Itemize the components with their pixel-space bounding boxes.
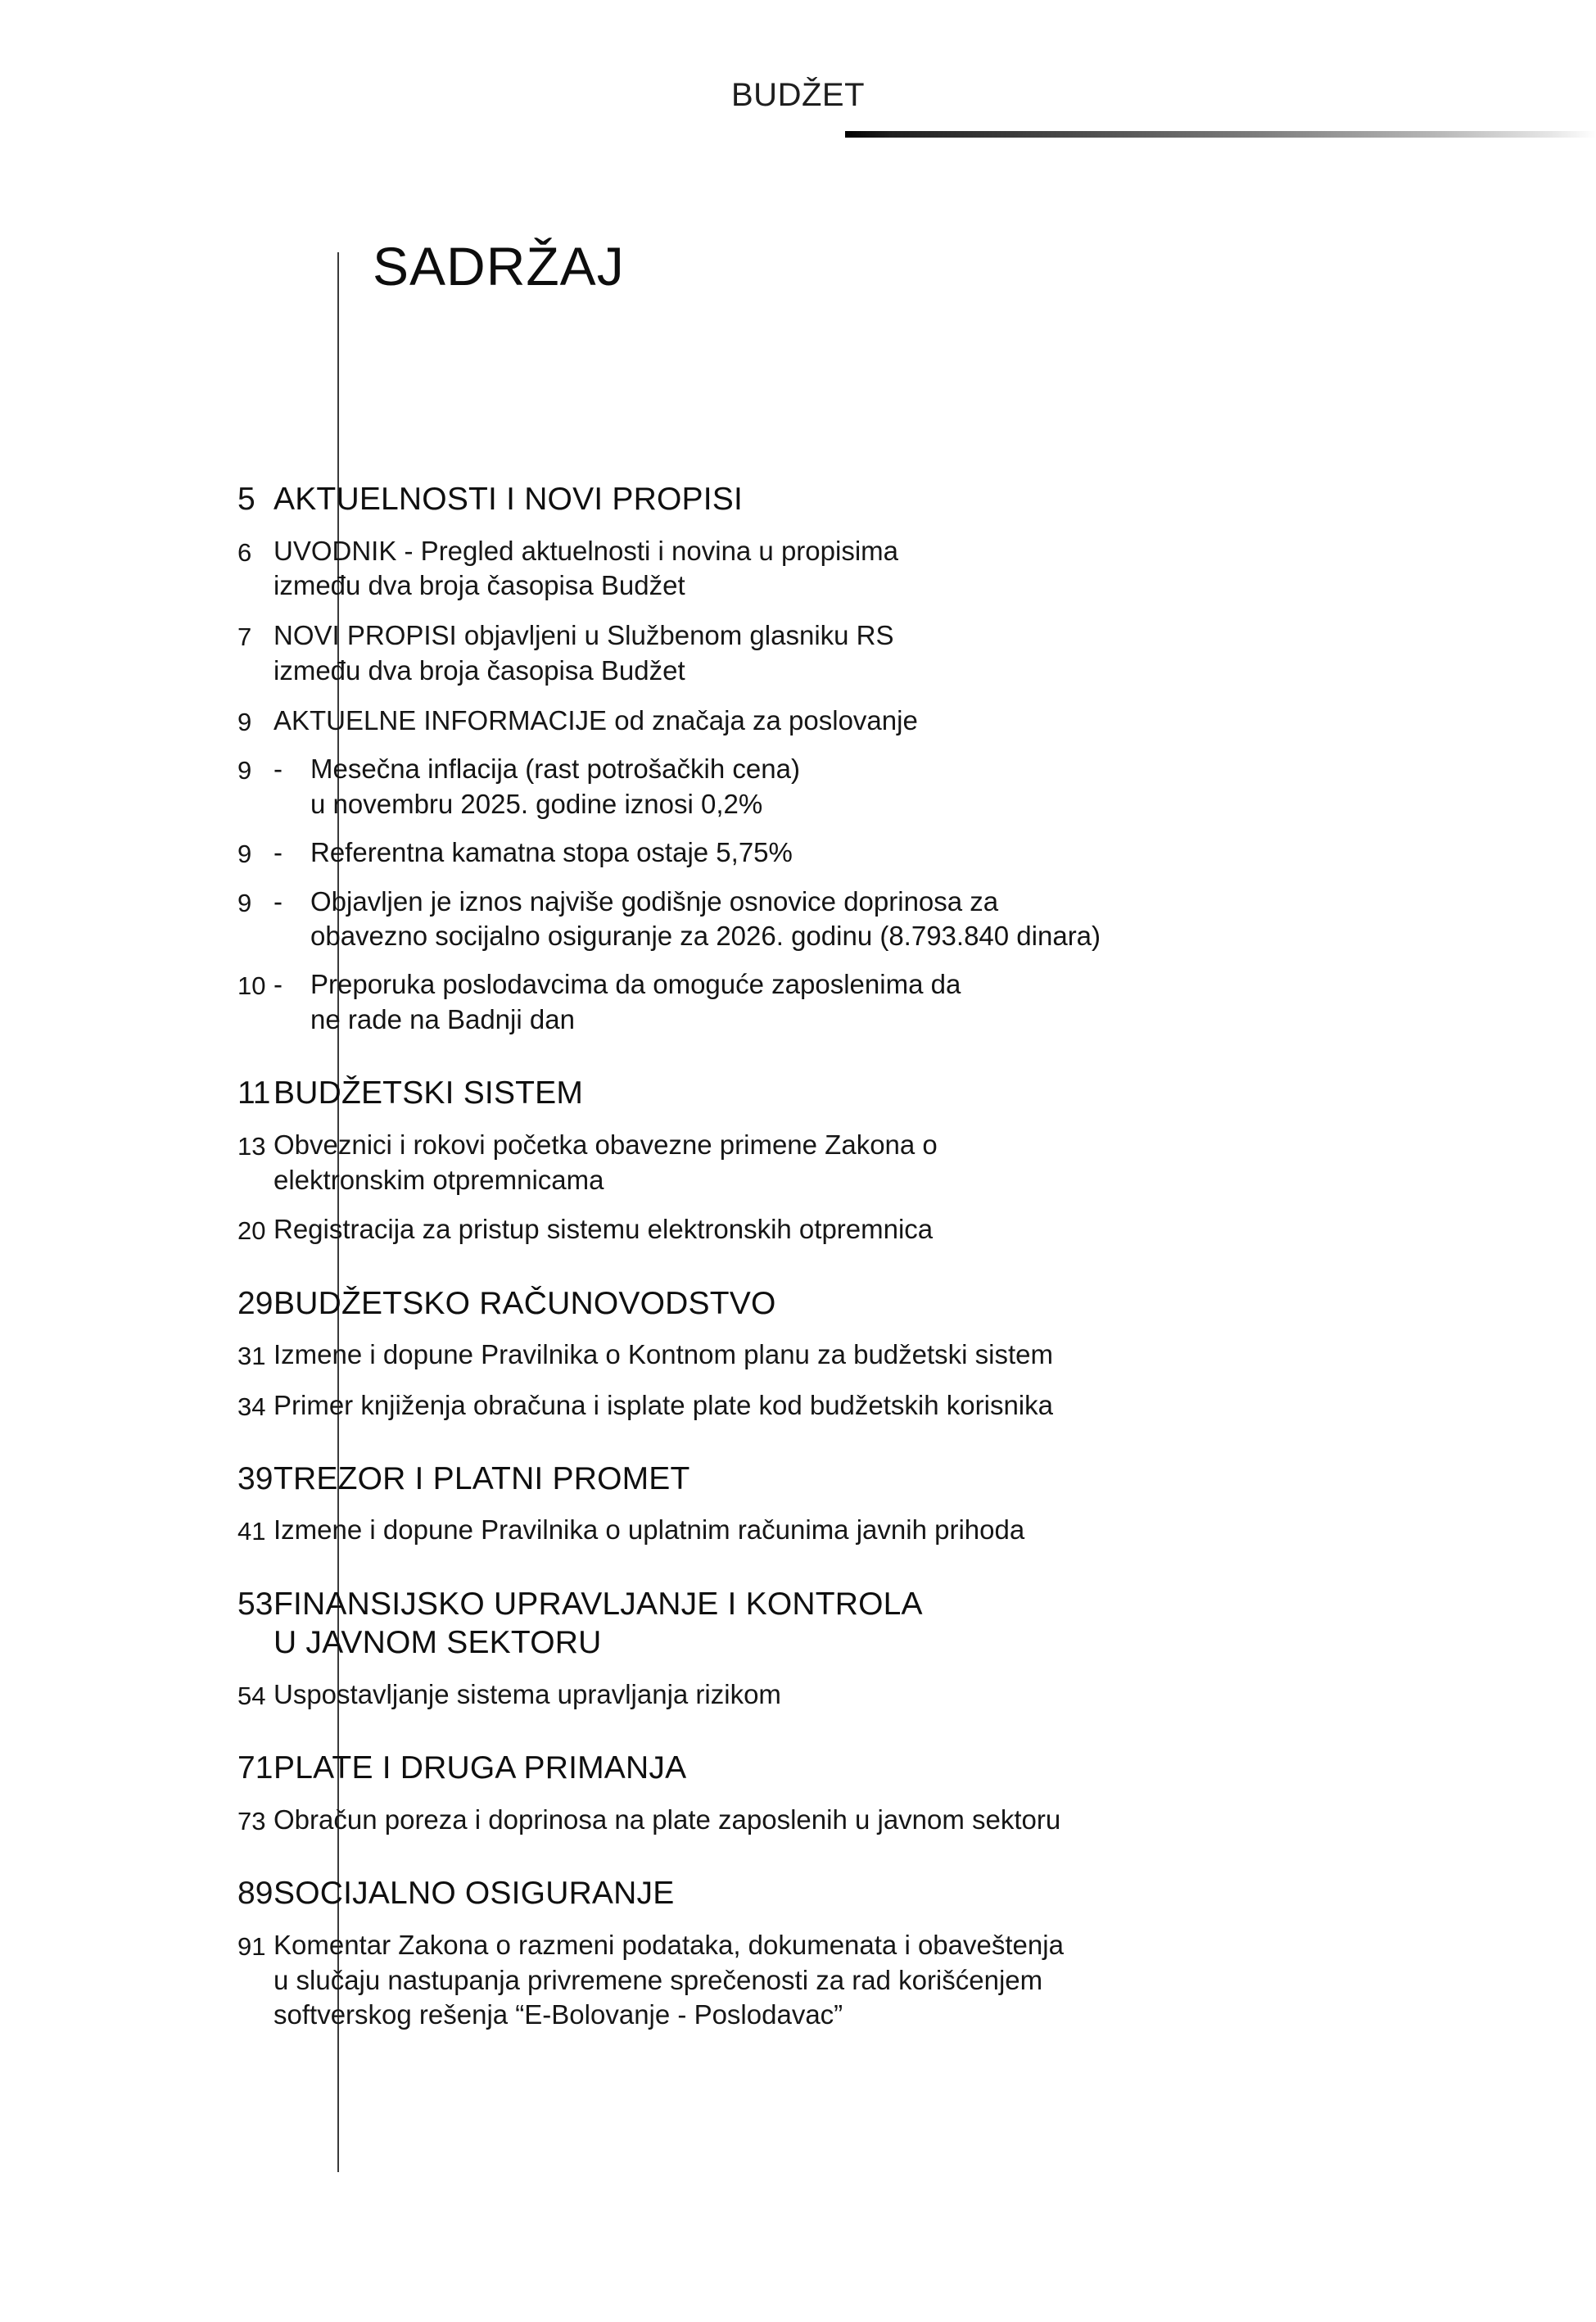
toc-entry-line: Preporuka poslodavcima da omoguće zaposlenima da — [310, 969, 961, 1000]
toc-page-number: 91 — [237, 1931, 266, 1961]
toc-entry-title[interactable] — [274, 1677, 1596, 1713]
toc-entry-title[interactable] — [274, 1388, 1596, 1424]
toc-section-row[interactable] — [0, 1284, 1596, 1324]
toc-entry-line: NOVI PROPISI objavljeni u Službenom glasniku RS — [274, 620, 894, 651]
toc-entry-title[interactable] — [274, 1128, 1596, 1198]
toc-item-row[interactable] — [0, 1928, 1596, 2034]
toc-entry-line: Uspostavljanje sistema upravljanja rizikom — [274, 1678, 781, 1709]
bullet-dash-icon: - — [274, 969, 283, 1000]
toc-entry-line: između dva broja časopisa Budžet — [274, 570, 685, 601]
toc-bullet-row[interactable] — [0, 835, 1596, 871]
toc-entry-line: u slučaju nastupanja privremene sprečenosti za rad korišćenjem — [274, 1964, 1043, 1995]
toc-page-number: 34 — [237, 1392, 266, 1421]
toc-entry-line: između dva broja časopisa Budžet — [274, 655, 685, 686]
toc-entry-title[interactable] — [274, 704, 1596, 739]
toc-section-title-line: U JAVNOM SEKTORU — [274, 1625, 602, 1661]
toc-page-number: 73 — [237, 1806, 266, 1835]
toc-page-number: 9 — [237, 888, 252, 917]
page-title: SADRŽAJ — [373, 236, 625, 296]
bullet-text — [310, 885, 1408, 955]
toc-entry-title[interactable] — [274, 618, 1596, 689]
toc-entry-line: Komentar Zakona o razmeni podataka, dokumenata i obaveštenja — [274, 1929, 1064, 1960]
toc-section-title[interactable] — [274, 1585, 1596, 1663]
toc-item-row[interactable] — [0, 1513, 1596, 1548]
toc-section-title[interactable] — [274, 1284, 1596, 1324]
toc-page-number: 20 — [237, 1216, 266, 1246]
toc-entry-line: Izmene i dopune Pravilnika o uplatnim računima javnih prihoda — [274, 1514, 1025, 1546]
toc-section-row[interactable] — [0, 1585, 1596, 1663]
toc-item-row[interactable] — [0, 1388, 1596, 1424]
toc-section-page-number: 53 — [237, 1586, 274, 1622]
toc-entry-line: softverskog rešenja “E-Bolovanje - Poslodavac” — [274, 1999, 843, 2030]
toc-bullet-row[interactable] — [0, 967, 1596, 1038]
toc-entry-line: UVODNIK - Pregled aktuelnosti i novina u propisima — [274, 535, 899, 566]
toc-entry-title[interactable] — [274, 1513, 1596, 1548]
toc-entry-line: Referentna kamatna stopa ostaje 5,75% — [310, 837, 793, 868]
toc-section-title-line: BUDŽETSKI SISTEM — [274, 1075, 584, 1111]
header-gradient-rule — [845, 131, 1596, 138]
toc-section-title[interactable] — [274, 1074, 1596, 1113]
toc-section-title-line: PLATE I DRUGA PRIMANJA — [274, 1750, 687, 1786]
toc-entry-title[interactable] — [274, 1803, 1596, 1838]
toc-entry-line: ne rade na Badnji dan — [310, 1004, 575, 1035]
toc-page-number: 9 — [237, 708, 252, 737]
toc-section-title-line: SOCIJALNO OSIGURANJE — [274, 1876, 675, 1912]
toc-section-page-number: 29 — [237, 1285, 274, 1321]
toc-item-row[interactable] — [0, 618, 1596, 689]
toc-entry-line: obavezno socijalno osiguranje za 2026. godinu (8.793.840 dinara) — [310, 921, 1101, 952]
toc-section-page-number: 89 — [237, 1876, 274, 1912]
toc-page-number: 6 — [237, 537, 252, 567]
toc-bullet-row[interactable] — [0, 752, 1596, 822]
toc-section-page-number: 5 — [237, 482, 255, 517]
toc-entry-title[interactable] — [274, 752, 1596, 822]
toc-section-title[interactable] — [274, 1460, 1596, 1499]
toc-page-number: 9 — [237, 840, 252, 869]
toc-section-row[interactable] — [0, 1460, 1596, 1499]
toc-section-title-line: FINANSIJSKO UPRAVLJANJE I KONTROLA — [274, 1586, 923, 1622]
toc-entry-title[interactable] — [274, 835, 1596, 871]
toc-section-title[interactable] — [274, 1874, 1596, 1913]
toc-page-number: 54 — [237, 1681, 266, 1710]
bullet-dash-icon: - — [274, 754, 283, 785]
toc-entry-title[interactable] — [274, 1928, 1596, 2034]
toc-entry-line: Obračun poreza i doprinosa na plate zaposlenih u javnom sektoru — [274, 1804, 1061, 1835]
bullet-text — [310, 835, 1408, 871]
toc-entries — [0, 480, 1596, 2033]
toc-section-row[interactable] — [0, 1074, 1596, 1113]
toc-section-title[interactable] — [274, 1749, 1596, 1788]
toc-entry-line: Mesečna inflacija (rast potrošačkih cena) — [310, 754, 800, 785]
toc-section-title-line: AKTUELNOSTI I NOVI PROPISI — [274, 482, 743, 517]
toc-section-row[interactable] — [0, 1749, 1596, 1788]
toc-page-number: 7 — [237, 622, 252, 652]
toc-section-page-number: 71 — [237, 1750, 274, 1786]
toc-section-title[interactable] — [274, 480, 1596, 519]
toc-page-number: 31 — [237, 1342, 266, 1371]
bullet-text — [310, 967, 1408, 1038]
toc-page-number: 13 — [237, 1131, 266, 1161]
toc-entry-line: Objavljen je iznos najviše godišnje osnovice doprinosa za — [310, 885, 999, 917]
toc-item-row[interactable] — [0, 1677, 1596, 1713]
toc-page-number: 9 — [237, 756, 252, 785]
toc-section-page-number: 11 — [237, 1075, 271, 1111]
toc-bullet-row[interactable] — [0, 885, 1596, 955]
toc-entry-title[interactable] — [274, 967, 1596, 1038]
toc-item-row[interactable] — [0, 534, 1596, 604]
toc-entry-line: Primer knjiženja obračuna i isplate plate kod budžetskih korisnika — [274, 1389, 1053, 1420]
toc-item-row[interactable] — [0, 1212, 1596, 1247]
toc-section-row[interactable] — [0, 480, 1596, 519]
toc-section-title-line: BUDŽETSKO RAČUNOVODSTVO — [274, 1285, 776, 1321]
toc-section-title-line: TREZOR I PLATNI PROMET — [274, 1460, 690, 1496]
toc-entry-line: AKTUELNE INFORMACIJE od značaja za poslovanje — [274, 705, 918, 736]
toc-entry-line: Izmene i dopune Pravilnika o Kontnom planu za budžetski sistem — [274, 1339, 1054, 1370]
toc-entry-title[interactable] — [274, 1212, 1596, 1247]
toc-item-row[interactable] — [0, 704, 1596, 739]
toc-entry-line: u novembru 2025. godine iznosi 0,2% — [310, 789, 763, 820]
running-header — [0, 79, 1596, 144]
toc-section-row[interactable] — [0, 1874, 1596, 1913]
toc-entry-title[interactable] — [274, 534, 1596, 604]
toc-item-row[interactable] — [0, 1803, 1596, 1838]
toc-item-row[interactable] — [0, 1128, 1596, 1198]
toc-page-number: 41 — [237, 1517, 266, 1546]
toc-entry-line: elektronskim otpremnicama — [274, 1164, 604, 1195]
bullet-dash-icon: - — [274, 885, 283, 917]
toc-item-row[interactable] — [0, 1338, 1596, 1373]
running-header-title: BUDŽET — [731, 77, 865, 113]
bullet-text — [310, 752, 1408, 822]
bullet-dash-icon: - — [274, 837, 283, 868]
toc-page-number: 10 — [237, 971, 266, 1001]
toc-entry-title[interactable] — [274, 885, 1596, 955]
toc-entry-line: Registracija za pristup sistemu elektronskih otpremnica — [274, 1214, 934, 1245]
toc-entry-title[interactable] — [274, 1338, 1596, 1373]
toc-entry-line: Obveznici i rokovi početka obavezne primene Zakona o — [274, 1129, 938, 1160]
toc-section-page-number: 39 — [237, 1460, 274, 1496]
